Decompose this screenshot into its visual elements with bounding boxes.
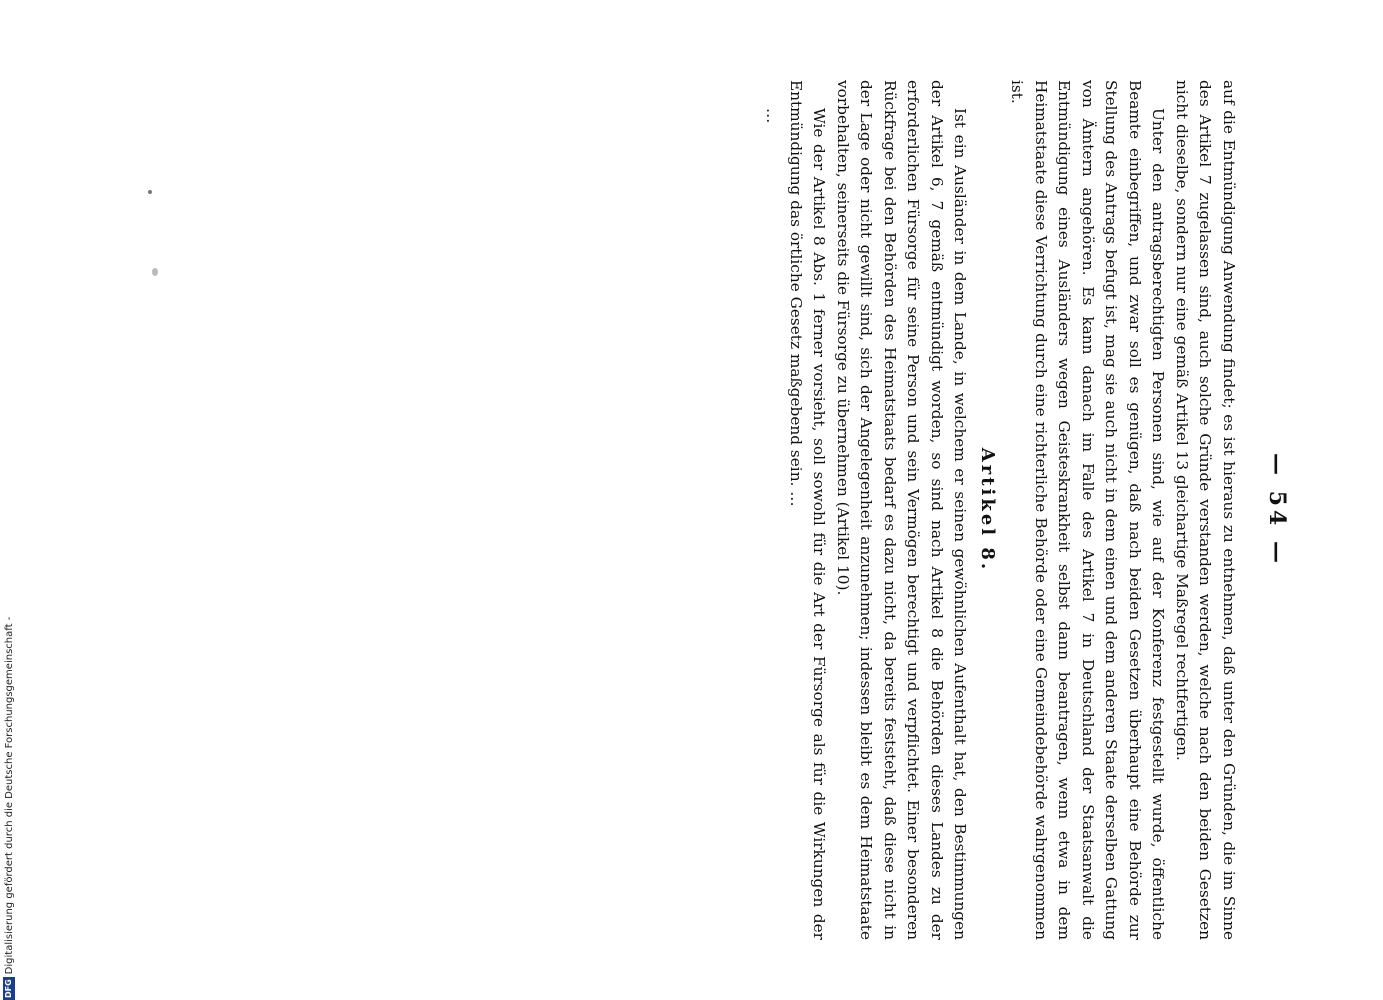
paragraph: … (763, 108, 782, 124)
rotated-text-block (140, 80, 1290, 940)
text-column (760, 80, 1240, 940)
page-number: — 54 — (1264, 453, 1290, 567)
paragraph: Unter den antragsberechtigten Personen sind, wie auf der Konferenz festgestellt wurde, öffentliche Beamte einbegriffen, und zwar soll es genügen, daß nach beiden Gesetzen überhaupt eine Behörde zur Stellung des Antrags befugt ist, mag sie auch nicht in dem einen und dem anderen Staate derselben Gattung von Ämtern angehören. Es kann danach im Falle des Artikel 7 in Deutschland der Staatsanwalt die Entmündigung eines Ausländers wegen Geisteskrankheit selbst dann beantragen, wenn etwa in dem Heimatstaate diese Verrichtung durch eine richterliche Behörde oder eine Gemeindebehörde wahrgenommen ist. (1008, 80, 1168, 940)
attribution-sidebar (2, 0, 16, 1000)
attribution-text: Digitalisierung gefördert durch die Deutsche Forschungsgemeinschaft - (3, 616, 15, 975)
scan-speck (148, 190, 152, 194)
section-heading: Artikel 8. (977, 447, 998, 573)
paragraph: Wie der Artikel 8 Abs. 1 ferner vorsieht, soll sowohl für die Art der Fürsorge als für die Wirkungen der Entmündigung das örtliche Gesetz maßgebend sein. … (787, 80, 829, 940)
dfg-logo: DFG (4, 979, 13, 998)
paragraph: auf die Entmündigung Anwendung findet; es ist hieraus zu entnehmen, daß unter den Gründen, die im Sinne des Artikel 7 zugelassen sind, auch solche Gründe verstanden werden, welche nach den beiden Gesetzen nicht dieselbe, sondern nur eine gemäß Artikel 13 gleichartige Maßregel rechtfertigen. (1173, 80, 1238, 940)
scan-speck (152, 268, 158, 276)
paragraph: Ist ein Ausländer in dem Lande, in welchem er seinen gewöhnlichen Aufenthalt hat, den Bestimmungen der Artikel 6, 7 gemäß entmündigt worden, so sind nach Artikel 8 die Behörden dieses Landes zu der erforderlichen Fürsorge für seine Person und sein Vermögen berechtigt und verpflichtet. Einer besonderen Rückfrage bei den Behörden des Heimatstaats bedarf es dazu nicht, da bereits feststeht, daß diese nicht in der Lage oder nicht gewillt sind, sich der Angelegenheit anzunehmen; indessen bleibt es dem Heimatstaate vorbehalten, seinerseits die Fürsorge zu übernehmen (Artikel 10). (834, 80, 970, 940)
